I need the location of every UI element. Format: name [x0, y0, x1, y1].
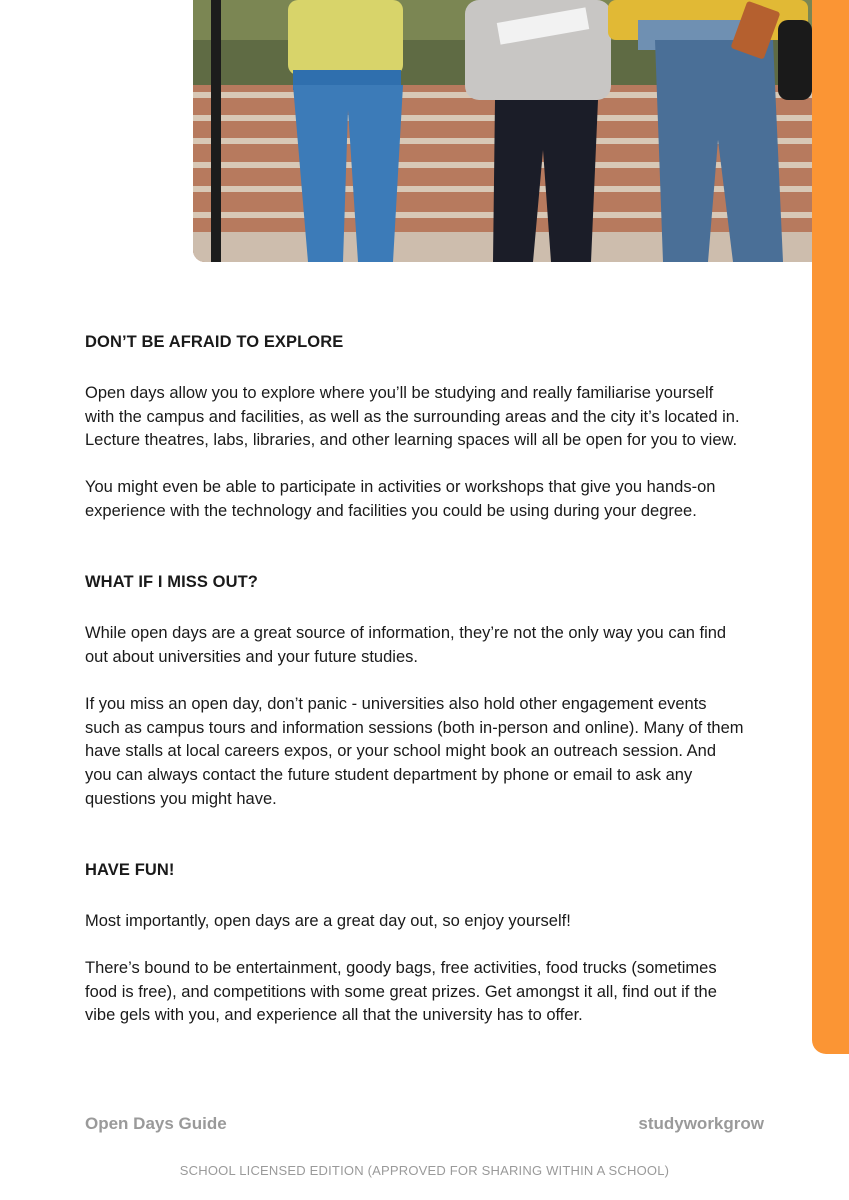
article-content — [85, 330, 745, 1075]
license-notice: SCHOOL LICENSED EDITION (APPROVED FOR SHARING WITHIN A SCHOOL) — [179, 1163, 670, 1178]
paragraph: You might even be able to participate in activities or workshops that give you hands-on experience with the technology and facilities you could be using during your degree. — [85, 478, 716, 520]
section-heading: HAVE FUN! — [85, 861, 175, 880]
footer-guide-title: Open Days Guide — [85, 1114, 227, 1133]
paragraph: Most importantly, open days are a great day out, so enjoy yourself! — [85, 912, 571, 931]
section-explore — [85, 330, 745, 523]
paragraph: While open days are a great source of information, they’re not the only way you can find out about universities and your future studies. — [85, 624, 727, 667]
paragraph: If you miss an open day, don’t panic - universities also hold other engagement events such as campus tours and information sessions (both in-person and online). Many of them have stalls at local careers expos, or your school might book an outreach session. And you can always contact the future student department by phone or email to ask any questions you might have. — [85, 695, 744, 808]
hero-photo — [193, 0, 812, 262]
paragraph: There’s bound to be entertainment, goody bags, free activities, food trucks (sometimes food is free), and competitions with some great prizes. Get amongst it all, find out if the vibe gels with you, and experience all that the university has to offer. — [85, 959, 717, 1025]
footer-brand: studyworkgrow — [638, 1114, 764, 1133]
students-photo-illustration — [193, 0, 812, 262]
section-miss-out — [85, 570, 745, 811]
section-have-fun — [85, 858, 745, 1028]
section-heading: WHAT IF I MISS OUT? — [85, 573, 258, 592]
orange-side-accent-bar — [812, 0, 849, 1054]
section-heading: DON’T BE AFRAID TO EXPLORE — [85, 333, 344, 351]
paragraph: Open days allow you to explore where you’ll be studying and really familiarise yourself with the campus and facilities, as well as the surrounding areas and the city it’s located in. Lecture theatres, labs, libraries, and other learning spaces will all be open for you to view. — [85, 384, 740, 450]
